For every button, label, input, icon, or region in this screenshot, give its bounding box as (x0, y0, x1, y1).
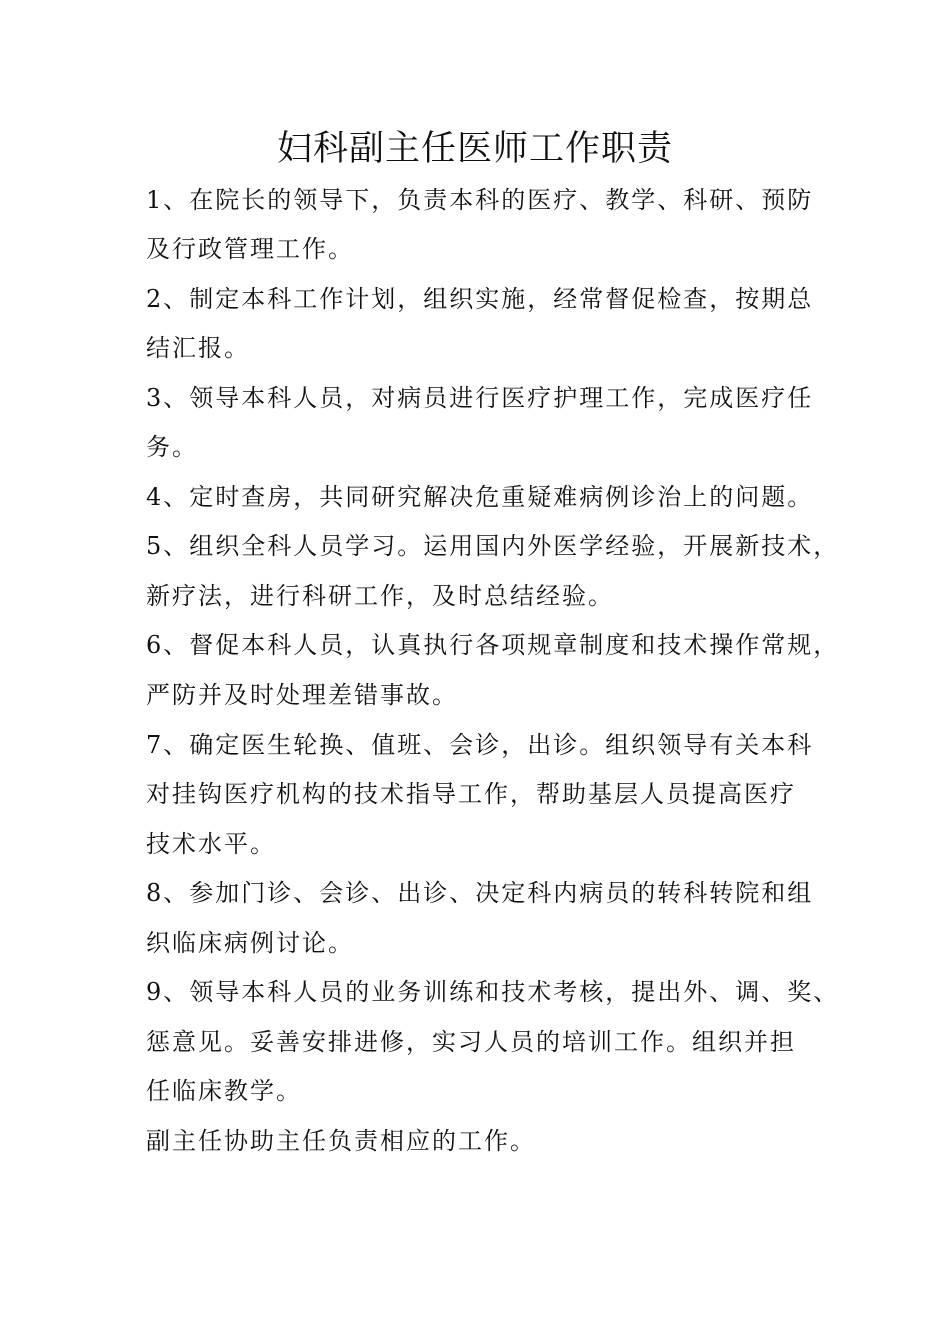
text-line: 新疗法，进行科研工作，及时总结经验。 (146, 582, 614, 610)
document-title: 妇科副主任医师工作职责 (276, 129, 673, 169)
text-line: 1、在院长的领导下，负责本科的医疗、教学、科研、预防 (146, 186, 814, 214)
text-line: 8、参加门诊、会诊、出诊、决定科内病员的转科转院和组 (146, 879, 814, 907)
text-line: 副主任协助主任负责相应的工作。 (146, 1127, 536, 1155)
text-line: 对挂钩医疗机构的技术指导工作，帮助基层人员提高医疗 (146, 780, 796, 808)
text-line: 4、定时查房，共同研究解决危重疑难病例诊治上的问题。 (146, 483, 814, 511)
text-line: 及行政管理工作。 (146, 235, 354, 263)
text-line: 7、确定医生轮换、值班、会诊，出诊。组织领导有关本科 (146, 731, 814, 759)
text-line: 严防并及时处理差错事故。 (146, 681, 458, 709)
text-line: 结汇报。 (146, 334, 250, 362)
text-line: 9、领导本科人员的业务训练和技术考核，提出外、调、奖、 (146, 978, 840, 1006)
text-line: 5、组织全科人员学习。运用国内外医学经验，开展新技术， (146, 532, 840, 560)
text-line: 2、制定本科工作计划，组织实施，经常督促检查，按期总 (146, 285, 814, 313)
text-line: 3、领导本科人员，对病员进行医疗护理工作，完成医疗任 (146, 384, 814, 412)
text-line: 技术水平。 (146, 830, 276, 858)
text-line: 织临床病例讨论。 (146, 929, 354, 957)
text-line: 6、督促本科人员，认真执行各项规章制度和技术操作常规， (146, 631, 840, 659)
text-line: 任临床教学。 (146, 1077, 302, 1105)
text-line: 惩意见。妥善安排进修，实习人员的培训工作。组织并担 (146, 1028, 796, 1056)
text-line: 务。 (146, 433, 198, 461)
